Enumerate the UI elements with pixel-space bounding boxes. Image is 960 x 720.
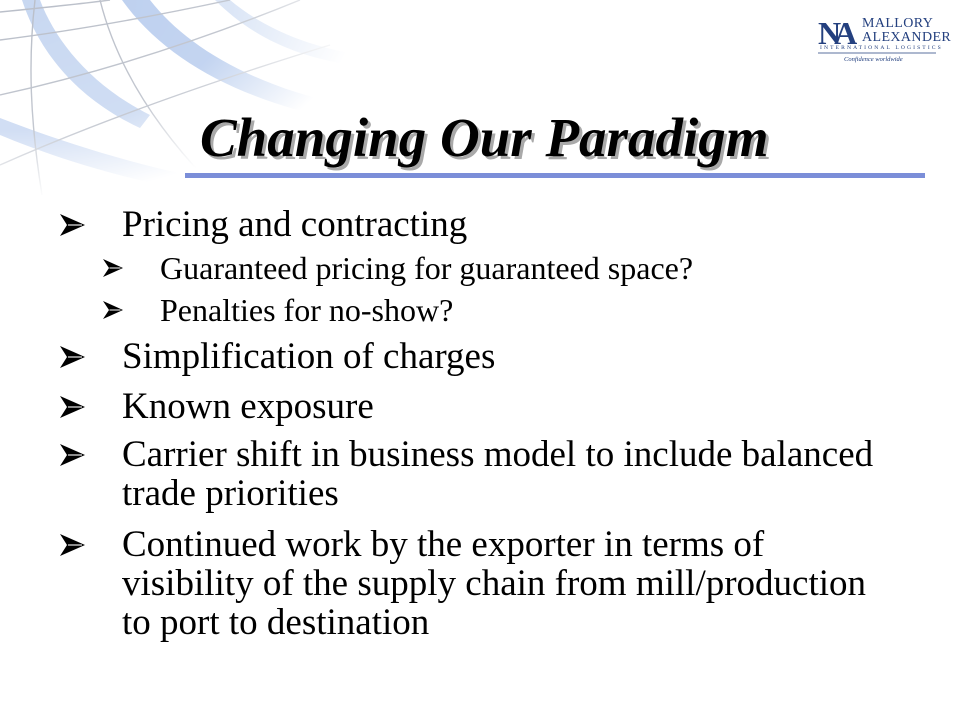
arrow-bullet-icon — [103, 259, 123, 277]
sub-bullet-item — [103, 293, 903, 327]
logo-line2: ALEXANDER — [862, 30, 952, 45]
bullet-text: Known exposure — [122, 386, 374, 427]
arrow-bullet-icon — [60, 396, 85, 418]
title-underline-rule — [185, 173, 925, 178]
logo-line1: MALLORY — [862, 16, 934, 31]
arrow-bullet-icon — [103, 301, 123, 319]
arrow-bullet-icon — [60, 444, 85, 466]
sub-bullet-text: Penalties for no-show? — [160, 292, 454, 328]
logo-monogram: NA — [818, 15, 851, 51]
arrow-bullet-icon — [60, 214, 85, 236]
sub-bullet-item — [103, 251, 903, 285]
arrow-bullet-icon — [60, 534, 85, 556]
bullet-text: Carrier shift in business model to include balanced trade priorities — [122, 434, 874, 514]
logo-slogan: Confidence worldwide — [844, 56, 903, 63]
bullet-text: Continued work by the exporter in terms of visibility of the supply chain from mill/production to port to destination — [122, 524, 867, 643]
bullet-item — [60, 205, 900, 244]
company-logo — [812, 6, 952, 70]
sub-bullet-text: Guaranteed pricing for guaranteed space? — [160, 250, 694, 286]
bullet-item — [60, 435, 900, 513]
bullet-text: Pricing and contracting — [122, 204, 468, 245]
arrow-bullet-icon — [60, 346, 85, 368]
bullet-item — [60, 337, 900, 376]
bullet-item — [60, 525, 900, 642]
bullet-item — [60, 387, 900, 426]
globe-graphic — [0, 0, 360, 200]
slide-title: Changing Our Paradigm — [200, 107, 769, 168]
logo-tagline: INTERNATIONAL LOGISTICS — [820, 45, 943, 51]
bullet-text: Simplification of charges — [122, 336, 496, 377]
